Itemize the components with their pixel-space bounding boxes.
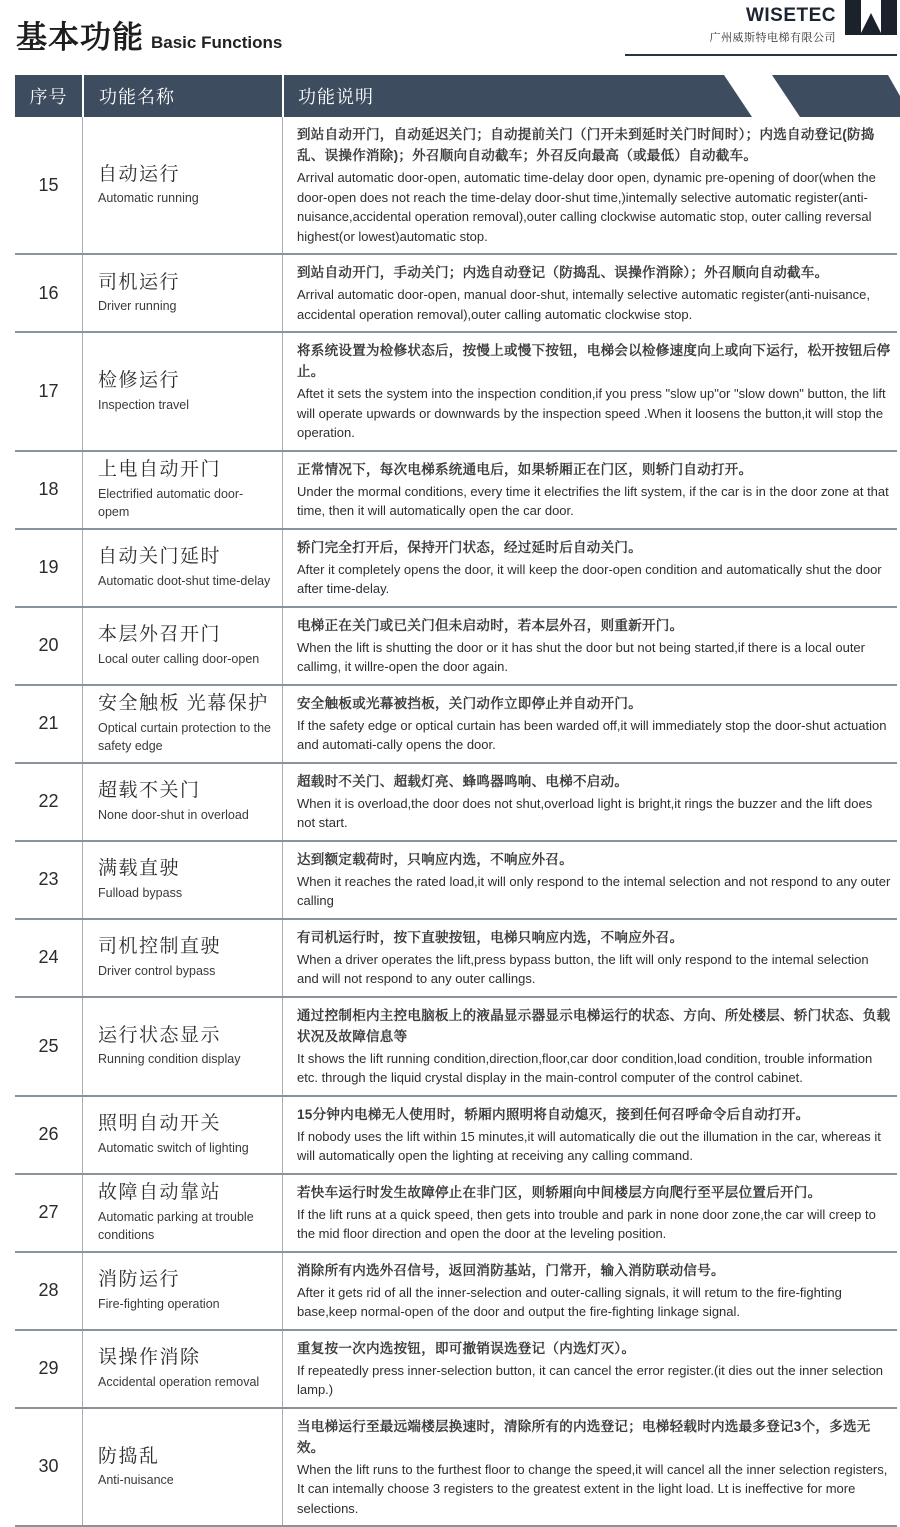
function-name-zh: 防捣乱 [98,1445,160,1467]
brand-block [625,0,897,56]
row-number: 24 [15,920,83,996]
function-name-zh: 满载直驶 [98,858,181,880]
function-name-cell [83,1331,283,1407]
table-row [15,1173,897,1251]
function-name-cell [83,1175,283,1251]
header-slash-decoration [757,75,900,117]
function-name-zh: 照明自动开关 [98,1113,222,1135]
function-name-en: Local outer calling door-open [98,651,260,666]
row-number: 16 [15,255,83,331]
function-desc-zh: 到站自动开门，手动关门；内选自动登记（防捣乱、误操作消除）；外召顺向自动截车。 [297,265,829,280]
table-row [15,1251,897,1329]
table-row [15,1095,897,1173]
function-name-cell [83,608,283,684]
function-name-zh: 司机控制直驶 [98,936,222,958]
function-name-en: Automatic running [98,191,199,206]
function-desc-cell [283,452,897,528]
function-name-en: Running condition display [98,1052,241,1067]
function-name-zh: 自动运行 [98,163,181,185]
function-desc-zh: 安全触板或光幕被挡板，关门动作立即停止并自动开门。 [297,695,642,711]
function-name-en: Driver control bypass [98,963,216,978]
function-desc-zh: 消除所有内选外召信号，返回消防基站，门常开，输入消防联动信号。 [297,1262,725,1278]
function-name-en: Inspection travel [98,397,190,412]
function-desc-zh: 正常情况下，每次电梯系统通电后，如果轿厢正在门区，则轿门自动打开。 [297,461,753,477]
table-row [15,684,897,762]
function-desc-zh: 到站自动开门，自动延迟关门；自动提前关门（门开未到延时关门时间时）；内选自动登记(防捣乱、误操作消除)；外召顺向自动截车；外召反向最高（或最低）自动截车。 [297,127,875,163]
page-title-en: Basic Functions [151,33,283,52]
function-name-zh: 运行状态显示 [98,1024,222,1046]
function-name-cell [83,1409,283,1526]
function-name-en: Optical curtain protection to the safety edge [98,720,272,754]
function-desc-en: If nobody uses the lift within 15 minutes,it will automatically die out the illumation in the car, whereas it will automatically open the lighting at receiving any calling command. [297,1128,881,1163]
wisetec-logo-icon [845,0,897,35]
row-number: 29 [15,1331,83,1407]
row-number: 15 [15,117,83,253]
row-number: 27 [15,1175,83,1251]
table-row [15,996,897,1095]
function-name-cell [83,998,283,1095]
function-name-cell [83,452,283,528]
header-cell-desc: 功能说明 [298,87,374,107]
table-body [15,117,897,1527]
function-desc-cell [283,1409,897,1526]
row-number: 30 [15,1409,83,1526]
function-name-en: Driver running [98,299,177,314]
function-desc-en: When it is overload,the door does not shut,overload light is bright,it rings the buzzer and the lift does not start. [297,795,873,830]
header-cell-no: 序号 [29,87,68,107]
function-desc-cell [283,1253,897,1329]
function-name-cell [83,764,283,840]
function-desc-cell [283,1175,897,1251]
function-name-cell [83,333,283,450]
function-name-zh: 上电自动开门 [98,458,222,480]
function-name-cell [83,530,283,606]
function-desc-cell [283,920,897,996]
function-desc-zh: 电梯正在关门或已关门但未启动时，若本层外召，则重新开门。 [297,617,684,633]
page-title [16,12,282,57]
brand-text [710,0,837,45]
function-desc-cell [283,764,897,840]
function-desc-en: If repeatedly press inner-selection button, it can cancel the error register.(it dies out the inner selection lamp.) [297,1362,884,1397]
logo-bar-right [881,0,897,35]
function-desc-cell [283,255,897,331]
function-name-en: None door-shut in overload [98,807,249,822]
function-name-cell [83,1097,283,1173]
row-number: 26 [15,1097,83,1173]
function-name-zh: 检修运行 [98,370,181,392]
function-name-en: Automatic parking at trouble conditions [98,1209,254,1243]
function-desc-zh: 重复按一次内选按钮，即可撤销误选登记（内选灯灭）。 [297,1340,636,1356]
function-desc-zh: 轿门完全打开后，保持开门状态，经过延时后自动关门。 [297,539,642,555]
function-desc-en: If the lift runs at a quick speed, then gets into trouble and park in none door zone,the car will creep to the mid floor direction and open the door at the leveling position. [297,1206,876,1241]
header-cell-name: 功能名称 [99,87,175,107]
function-name-cell [83,255,283,331]
table-row [15,117,897,253]
function-desc-zh: 有司机运行时，按下直驶按钮，电梯只响应内选，不响应外召。 [297,929,684,945]
function-desc-cell [283,842,897,918]
function-desc-en: When the lift runs to the furthest floor to change the speed,it will cancel all the inner selection registers, It can intemally choose 3 registers to the greatest extent in the light load. Lt is ineffective for more selections. [297,1461,888,1516]
function-name-zh: 超载不关门 [98,780,201,802]
table-row [15,918,897,996]
function-name-en: Anti-nuisance [98,1473,174,1488]
function-desc-zh: 当电梯运行至最远端楼层换速时，清除所有的内选登记；电梯轻载时内选最多登记3个，多选无效。 [297,1418,871,1455]
function-desc-en: Under the mormal conditions, every time it electrifies the lift system, if the car is in the door zone at that time, then it will automatically open the car door. [297,483,889,518]
function-desc-en: Arrival automatic door-open, automatic time-delay door open, dynamic pre-opening of door(when the door-open does not reach the time-delay door-shut time,)intemally selective automatic register(anti-nuisance,accidental operation removal),outer calling clockwise automatic stop, outer calling reversal highest(or lowest)automatic stop. [297,170,876,244]
function-desc-cell [283,998,897,1095]
table-row [15,253,897,331]
header-separator [82,75,84,117]
function-desc-zh: 超载时不关门、超载灯亮、蜂鸣器鸣响、电梯不启动。 [297,773,629,789]
function-desc-cell [283,333,897,450]
function-name-cell [83,842,283,918]
function-name-zh: 故障自动靠站 [98,1181,222,1203]
function-desc-cell [283,1097,897,1173]
function-name-en: Automatic doot-shut time-delay [98,573,271,588]
table-row [15,762,897,840]
table-header [15,75,897,117]
table-row [15,450,897,528]
function-desc-en: Arrival automatic door-open, manual door-shut, intemally selective automatic register(anti-nuisance, accidental operation removal),outer calling automatic clockwise stop. [297,287,870,322]
function-desc-zh: 达到额定载荷时，只响应内选，不响应外召。 [297,851,573,867]
row-number: 18 [15,452,83,528]
logo-bar-left [845,0,861,35]
table-row [15,840,897,918]
function-desc-zh: 将系统设置为检修状态后，按慢上或慢下按钮，电梯会以检修速度向上或向下运行，松开按钮后停止。 [297,343,891,379]
function-desc-en: If the safety edge or optical curtain has been warded off,it will immediately stop the door-shut actuation and automati-cally opens the door. [297,717,887,752]
function-name-zh: 安全触板 光幕保护 [98,692,269,714]
page-title-zh: 基本功能 [16,20,144,55]
function-desc-cell [283,117,897,253]
row-number: 23 [15,842,83,918]
row-number: 22 [15,764,83,840]
row-number: 21 [15,686,83,762]
function-name-en: Automatic switch of lighting [98,1140,249,1155]
function-desc-en: After it completely opens the door, it will keep the door-open condition and automatically shut the door after time-delay. [297,561,882,596]
brand-company: 广州威斯特电梯有限公司 [709,31,836,44]
function-name-en: Accidental operation removal [98,1374,260,1389]
function-name-zh: 司机运行 [98,271,181,293]
function-desc-en: After it gets rid of all the inner-selection and outer-calling signals, it will retum to the fire-fighting base,keep normal-open of the door and output the fire-fighting linkage signal. [297,1284,842,1319]
function-name-en: Fire-fighting operation [98,1296,220,1311]
table-row [15,528,897,606]
function-name-cell [83,686,283,762]
function-desc-zh: 15分钟内电梯无人使用时，轿厢内照明将自动熄灭，接到任何召呼命令后自动打开。 [297,1106,810,1122]
function-desc-zh: 若快车运行时发生故障停止在非门区，则轿厢向中间楼层方向爬行至平层位置后开门。 [297,1184,822,1200]
row-number: 20 [15,608,83,684]
header-separator [282,75,284,117]
row-number: 19 [15,530,83,606]
row-number: 17 [15,333,83,450]
function-desc-en: Aftet it sets the system into the inspection condition,if you press "slow up"or "slow down" button, the lift will operate upwards or downwards by the inspection speed .When it loosens the button,it will stop the operation. [297,386,886,440]
function-desc-cell [283,608,897,684]
function-name-en: Fulload bypass [98,885,183,900]
function-desc-zh: 通过控制柜内主控电脑板上的液晶显示器显示电梯运行的状态、方向、所处楼层、轿门状态、负载状况及故障信息等 [297,1007,891,1044]
function-desc-cell [283,530,897,606]
function-desc-en: When the lift is shutting the door or it has shut the door but not being started,if there is a local outer callimg, it willre-open the door again. [297,639,865,674]
function-name-zh: 误操作消除 [98,1347,201,1369]
table-row [15,1407,897,1526]
function-name-cell [83,1253,283,1329]
function-name-cell [83,920,283,996]
row-number: 28 [15,1253,83,1329]
brand-name: WISETEC [745,5,836,26]
function-desc-en: When a driver operates the lift,press bypass button, the lift will only respond to the intemal selection and will not respond to any outer callings. [297,951,869,986]
function-desc-en: When it reaches the rated load,it will only respond to the intemal selection and not respond to any outer calling [297,873,891,908]
function-desc-cell [283,686,897,762]
function-desc-cell [283,1331,897,1407]
function-name-zh: 自动关门延时 [98,546,222,568]
table-row [15,331,897,450]
row-number: 25 [15,998,83,1095]
logo-triangle [860,13,882,35]
function-name-cell [83,117,283,253]
function-desc-en: It shows the lift running condition,direction,floor,car door condition,load condition, trouble information etc. through the liquid crystal display in the main-control computer of the control cabinet. [297,1050,873,1085]
function-name-en: Electrified automatic door-opem [98,486,244,520]
table-row [15,606,897,684]
function-name-zh: 本层外召开门 [98,624,222,646]
function-name-zh: 消防运行 [98,1269,181,1291]
